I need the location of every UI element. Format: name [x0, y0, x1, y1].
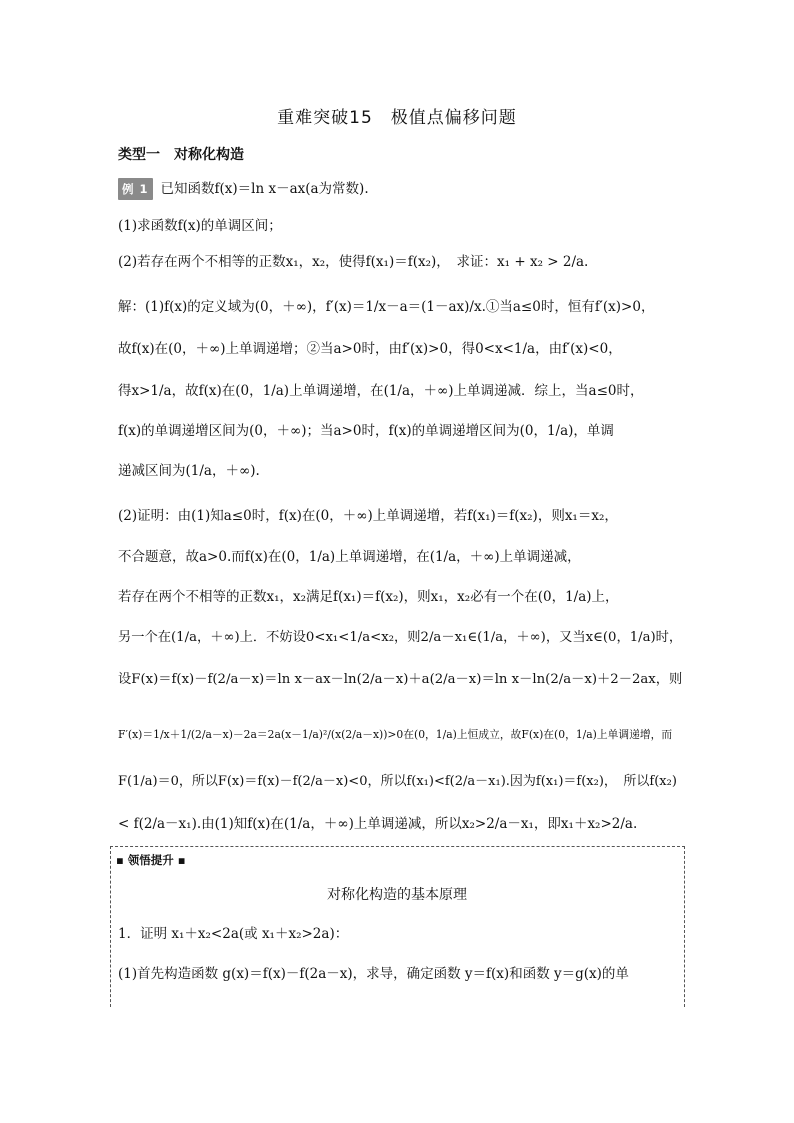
solution-line: 不合题意，故a>0.而f(x)在(0，1/a)上单调递增，在(1/a，＋∞)上单调递减， [118, 549, 581, 565]
solution-line: F′(x)＝1/x＋1/(2/a－x)－2a＝2a(x－1/a)²/(x(2/a－x))>0在(0，1/a)上恒成立，故F(x)在(0，1/a)上单调递增，而 [118, 728, 673, 741]
solution-line: 故f(x)在(0，＋∞)上单调递增；②当a>0时，由f′(x)>0，得0<x<1/a，由f′(x)<0， [118, 341, 622, 357]
example-stem-line [118, 178, 678, 200]
question-2: (2)若存在两个不相等的正数x₁，x₂，使得f(x₁)＝f(x₂)， 求证：x₁ + x₂ > 2/a. [118, 254, 589, 270]
solution-line: (2)证明：由(1)知a≤0时，f(x)在(0，＋∞)上单调递增，若f(x₁)＝f(x₂)，则x₁＝x₂， [118, 508, 618, 524]
solution-line: 另一个在(1/a，＋∞)上．不妨设0<x₁<1/a<x₂，则2/a－x₁∈(1/a，＋∞)，又当x∈(0，1/a)时， [118, 630, 683, 645]
solution-line: F(1/a)＝0，所以F(x)＝f(x)－f(2/a－x)<0，所以f(x₁)<f(2/a－x₁).因为f(x₁)＝f(x₂)， 所以f(x₂) [118, 774, 677, 789]
section-heading: 类型一 对称化构造 [118, 147, 244, 163]
solution-line: f(x)的单调递增区间为(0，＋∞)；当a>0时，f(x)的单调递增区间为(0，1/a)，单调 [118, 423, 614, 439]
insight-point-1: 1．证明 x₁＋x₂<2a(或 x₁＋x₂>2a)： [118, 926, 349, 942]
page-title: 重难突破15 极值点偏移问题 [277, 108, 517, 128]
question-1: (1)求函数f(x)的单调区间； [118, 218, 282, 234]
insight-tag: ▪ 领悟提升 ▪ [116, 853, 186, 867]
solution-line: 解：(1)f(x)的定义域为(0，＋∞)，f′(x)＝1/x－a＝(1－ax)/x.①当a≤0时，恒有f′(x)>0， [118, 299, 655, 315]
solution-line: 若存在两个不相等的正数x₁，x₂满足f(x₁)＝f(x₂)，则x₁，x₂必有一个在(0，1/a)上， [118, 589, 619, 605]
solution-line: 递减区间为(1/a，＋∞). [118, 463, 260, 479]
example-badge: 例 1 [118, 178, 153, 200]
insight-point-2: (1)首先构造函数 g(x)＝f(x)－f(2a－x)，求导，确定函数 y＝f(x)和函数 y＝g(x)的单 [118, 966, 629, 982]
solution-line: < f(2/a－x₁).由(1)知f(x)在(1/a，＋∞)上单调递减，所以x₂>2/a－x₁，即x₁＋x₂>2/a. [118, 816, 638, 832]
example-stem: 已知函数f(x)＝ln x－ax(a为常数). [160, 181, 369, 197]
insight-title: 对称化构造的基本原理 [327, 887, 467, 903]
solution-line: 设F(x)＝f(x)－f(2/a－x)＝ln x－ax－ln(2/a－x)＋a(2/a－x)＝ln x－ln(2/a－x)＋2－2ax，则 [118, 672, 683, 687]
solution-line: 得x>1/a，故f(x)在(0，1/a)上单调递增，在(1/a，＋∞)上单调递减．综上，当a≤0时， [118, 383, 644, 399]
